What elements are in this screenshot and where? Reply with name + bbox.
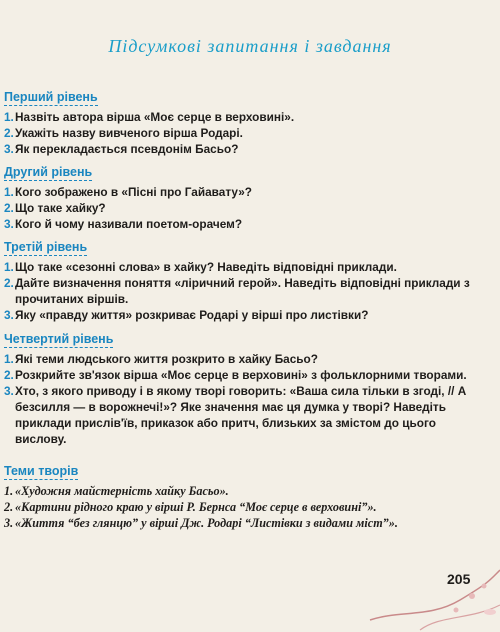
topic-item: 1. «Художня майстерність хайку Басьо». bbox=[4, 484, 229, 498]
question-item: 2. Що таке хайку? bbox=[4, 201, 106, 215]
question-item: 2. Розкрийте зв'язок вірша «Моє серце в верховині» з фольклорними творами. bbox=[4, 368, 467, 382]
page-number: 205 bbox=[447, 571, 471, 587]
question-item: 3. Кого й чому називали поетом-орачем? bbox=[4, 217, 243, 231]
floral-corner-decoration bbox=[360, 560, 500, 632]
section-heading: Другий рівень bbox=[4, 165, 93, 179]
topic-item: 3. «Життя “без глянцю” у вірші Дж. Родарі “Листівки з видами міст”». bbox=[4, 516, 398, 530]
question-item: 1. Що таке «сезонні слова» в хайку? Наведіть відповідні приклади. bbox=[4, 260, 397, 274]
section-heading: Теми творів bbox=[4, 464, 79, 478]
section-level-4 bbox=[4, 330, 490, 447]
question-item: 2. Укажіть назву вивченого вірша Родарі. bbox=[4, 126, 243, 140]
section-level-3 bbox=[4, 238, 490, 323]
section-level-2 bbox=[4, 163, 490, 232]
page-title: Підсумкові запитання і завдання bbox=[108, 36, 392, 56]
question-item: 2. Дайте визначення поняття «ліричний герой». Наведіть відповідні приклади з прочитаних віршів. bbox=[4, 276, 470, 306]
question-item: 1. Кого зображено в «Пісні про Гайавату»? bbox=[4, 185, 253, 199]
section-heading: Перший рівень bbox=[4, 90, 98, 104]
section-level-1 bbox=[4, 88, 490, 157]
question-item: 1. Які теми людського життя розкрито в хайку Басьо? bbox=[4, 352, 318, 366]
question-item: 3. Хто, з якого приводу і в якому творі говорить: «Ваша сила тільки в згоді, // А безсилля — в ворожнечі!»? Яке значення має ця думка у творі? Наведіть приклади прислів'їв, приказок або притч, близьких за змістом до цього вислову. bbox=[4, 384, 467, 446]
section-heading: Четвертий рівень bbox=[4, 332, 114, 346]
section-topics bbox=[4, 462, 490, 531]
question-item: 1. Назвіть автора вірша «Моє серце в верховині». bbox=[4, 110, 295, 124]
question-item: 3. Як перекладається псевдонім Басьо? bbox=[4, 142, 239, 156]
section-heading: Третій рівень bbox=[4, 240, 88, 254]
question-item: 3. Яку «правду життя» розкриває Родарі у вірші про листівки? bbox=[4, 308, 369, 322]
topic-item: 2. «Картини рідного краю у вірші Р. Бернса “Моє серце в верховині”». bbox=[4, 500, 377, 514]
